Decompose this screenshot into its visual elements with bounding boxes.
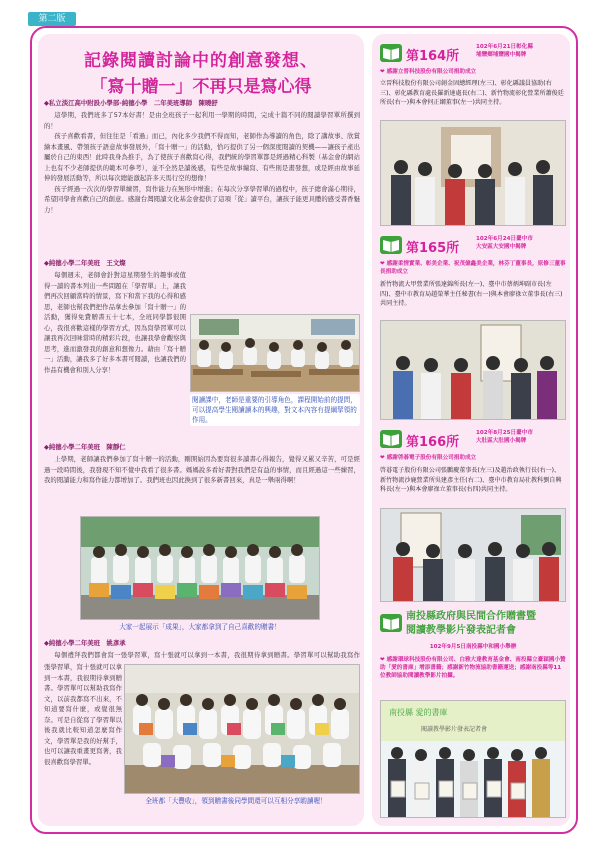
classroom-photo-image xyxy=(191,315,360,392)
section2-paragraph: 每個週末，老師會針對這星期發生的趣事或值得一讀的書本列出一些問題在「學習單」上，讓我們再次回顧當時的情景，寫下和當下我的心得和感思，老師也幫我們把作品拿去參加「寫十贈一」的活動，獲得免費贈書五十七本，全班同學都很開心，我很喜歡這樣的學習方式，因為寫學習單可以讓我再次回味當時的精彩片段，也讓我學會觀察與思考，進而激發我的創意和想像力。藉由「寫十贈一」活動，讓我多了好多本書可閱讀，也讓我們的作品有機會和別人分享！ xyxy=(44,271,186,374)
school-166-donor xyxy=(380,454,566,462)
heart-icon: ❤ xyxy=(380,455,385,461)
heart-icon: ❤ xyxy=(380,261,385,267)
school-164-date-line1: 102年6月21日彰化縣 xyxy=(476,44,533,50)
school-164-header xyxy=(380,42,564,64)
article-title-line1: 記錄閱讀討論中的創意發想、 xyxy=(84,51,318,71)
school-166-date-line1: 102年8月25日臺中市 xyxy=(476,430,533,436)
heart-icon: ❤ xyxy=(380,69,385,75)
book-icon xyxy=(380,236,402,254)
school-166-header xyxy=(380,428,564,450)
nantou-date: 102年9月5日南投縣中和國小舉辦 xyxy=(429,644,517,650)
school-164-photo-image xyxy=(381,121,566,226)
school-165-donor xyxy=(380,260,566,276)
nantou-press-photo-image xyxy=(381,701,566,818)
section4-text-first-line xyxy=(44,650,360,662)
nantou-header xyxy=(380,610,566,640)
section3-text xyxy=(44,454,360,486)
class-group-photo-caption: 大家一起展示「成果」，大家都拿到了自己喜歡的贈書！ xyxy=(119,623,281,631)
school-165-photo-image xyxy=(381,321,566,420)
school-166-donor-text: 感謝啓碁電子股份有限公司捐助成立 xyxy=(386,455,477,461)
students-with-books-caption: 全班都「大豐收」，領到贈書後同學間還可以互相分享喲讀喔！ xyxy=(145,797,327,805)
class-group-photo-books-image xyxy=(81,517,320,620)
nantou-donor-text: 感謝環球科技股份有限公司、白雅大達教育基金會、南投縣立臺穎國小贊助「愛的書庫」增添書籍；感謝新竹物流協助書籍運送；感謝南投縣等11位教師協助閱讀教學影片拍攝。 xyxy=(380,657,566,679)
school-165-text: 新竹物流大甲營業所張達錦所長(左一)、臺中市蔡炳坤副市長(左四)、臺中市教育局趙榮華主任秘書(右一)與本會廖祿立董事長(右三)共同主持。 xyxy=(380,281,563,308)
section3-byline: ◆純德小學二年美班 陳靜仁 xyxy=(44,443,126,451)
nantou-backdrop-title: 南投縣 愛的書庫 xyxy=(389,708,448,717)
school-166-date-line2: 大肚區大肚國小揭牌 xyxy=(476,438,527,444)
school-165-donor-text: 感謝柔情實業、彰美企業、祝茂億鑫美企業，林芬丁董事長，原修三董事長捐助成立 xyxy=(380,261,566,275)
school-165-photo xyxy=(380,320,566,420)
students-with-books-photo xyxy=(124,664,360,794)
nantou-banner-line1: 南投縣政府與民間合作贈書暨 xyxy=(406,611,536,622)
section4-paragraph: 每個禮拜我們都會寫一張學習單，寫十張就可以拿到一本書，我很期待拿到贈書。學習單可以幫助我寫作 xyxy=(54,651,360,659)
school-164-number: 第164所 xyxy=(406,49,460,64)
book-icon xyxy=(380,614,402,632)
school-164-donor xyxy=(380,68,566,76)
classroom-photo xyxy=(190,314,360,392)
school-164-donor-text: 感謝立晉科技股份有限公司捐助成立 xyxy=(386,69,477,75)
classroom-photo-caption: 閱讀課中，老師是重要的引導角色，課程開始前的提問，可以提高學生閱讀讀本的興趣，對文本內容有提綱挈領的作用。 xyxy=(190,394,360,426)
section2-text xyxy=(44,270,186,375)
school-165-number: 第165所 xyxy=(406,241,460,256)
school-164-photo xyxy=(380,120,566,226)
section1-byline: ◆私立淡江高中附設小學部-純德小學 二年美班導師 陳曉舒 xyxy=(44,99,218,107)
article-title-line2: 「寫十贈一」不再只是寫心得 xyxy=(90,77,312,97)
school-164-text: 立晉科技股份有限公司創金固總經理(左三)、彰化縣議員協助(右三)、彰化縣教育處長羅新達處長(右二)、新竹物流彰化營業所蕭俊廷所長(右一)與本會何正綱董事(左一)共同主持。 xyxy=(380,80,564,107)
school-165-date-line2: 大安區大安國中揭牌 xyxy=(476,244,527,250)
school-165-header xyxy=(380,234,564,256)
students-with-books-photo-image xyxy=(125,665,360,794)
section4-paragraph-continued: 張學習單，寫十張就可以拿到一本書，我很期待拿到贈書。學習單可以幫助我寫作文，以前我都寫不出來，不知道要寫什麼，或覺很無奈。可是自從寫了學習單以後我就比較知道怎麼寫作文，學習單是我的好幫手，也可以讓我重畫更寫著，我很喜歡寫學習單。 xyxy=(44,663,122,766)
school-166-number: 第166所 xyxy=(406,435,460,450)
section4-byline: ◆純德小學二年美班 姚彥承 xyxy=(44,639,126,647)
section2-byline: ◆純德小學二年美班 王文燦 xyxy=(44,259,126,267)
section3-paragraph: 上學期，老師讓我們參加了寫十贈一的活動，剛開始因為要寫很多讀書心得報告，覺得又累又辛苦，可是經過一段時間後，我發現不知不覺中我看了很多書。媽媽說多看好書對我們是有益的事情，而且經過這一些練習，我的閱讀能力和寫作能力都增加了。我們班也因此換到了很多新書回來，真是一舉兩得啊！ xyxy=(44,455,360,484)
nantou-donor xyxy=(380,656,566,680)
school-164-date-line2: 埔鹽鄉埔鹽國中揭牌 xyxy=(476,52,527,58)
heart-icon: ❤ xyxy=(380,657,385,663)
section1-paragraph: 孩子喜歡看書，但往往是「看過」而已，內化多少我們不得而知，老師作為導讀的角色，除了講故事、欣賞繪本畫風、帶領孩子語意故事發展外，「寫十贈一」的活動，恰巧提供了另一個深度閱讀的契機——讓孩子產出屬於自己的東西！此時我身為推手，為了使孩子喜歡寫心得，我們統的學習單都是經過精心科製（基金會的網站上也有不少老師提供的範本可參考），並不全然是讀後感，有些是故事編寫、有些則是畫發想，或是經由故事延伸的發展活動等，所以每次總能激起許多天馬行空的想像！ xyxy=(44,132,360,182)
page-label: 第二版 xyxy=(28,12,76,26)
section4-text-column xyxy=(44,662,122,794)
school-165-date-line1: 102年6月24日臺中市 xyxy=(476,236,533,242)
section1-paragraph: 這學期，我們班多了57本好書！是由全班孩子一起利用一學期的時間，完成十篇不同的閱讀學習單所撰到的！ xyxy=(44,111,360,130)
section1-paragraph: 孩子經過一次次的學習單練習，寫作能力在無形中增進；在每次分享學習單的過程中，孩子總會滿心期待，希望同學會喜歡自己的創意。感謝台灣閱讀文化基金會提供了這項「從」讀平台，讓孩子能更具體的感受書香魅力！ xyxy=(44,184,360,214)
class-group-photo-books xyxy=(80,516,320,620)
book-icon xyxy=(380,430,402,448)
book-icon xyxy=(380,44,402,62)
nantou-press-photo xyxy=(380,700,566,818)
nantou-backdrop-subtitle: 閱讀教學影片發表記者會 xyxy=(421,726,488,733)
section1-text xyxy=(44,110,360,215)
nantou-banner-line2: 閱讀教學影片發表記者會 xyxy=(406,625,516,636)
school-166-text: 啓碁電子股份有限公司張鵬慶董事長(左三)及趙治政執行長(右一)、新竹物流沙鹿營業所吳建彥主任(右二)、臺中市教育局社教科劉自興科長(左一)與本會廖祿立董事長(右四)共同主持。 xyxy=(380,467,562,494)
school-166-photo xyxy=(380,508,566,602)
school-166-photo-image xyxy=(381,509,566,602)
